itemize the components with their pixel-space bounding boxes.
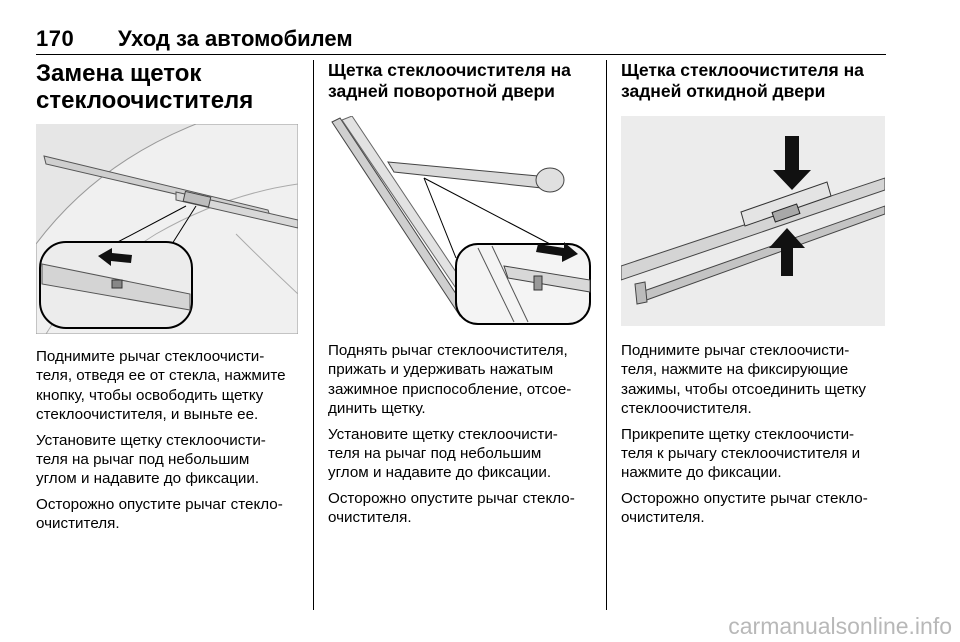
instruction-paragraph: Установите щетку стеклоочисти- теля на рычаг под небольшим углом и надавите до фиксации. <box>36 431 266 488</box>
rear-tailgate-wiper-illustration <box>621 116 885 326</box>
rear-swing-door-instructions <box>328 341 600 534</box>
page-header <box>36 26 886 55</box>
instruction-paragraph: Осторожно опустите рычаг стекло- очистителя. <box>328 489 575 527</box>
front-wiper-instructions <box>36 347 304 540</box>
instruction-paragraph: Поднять рычаг стеклоочистителя, прижать и удерживать нажатым зажимное приспособление, отсое- динить щетку. <box>328 342 572 418</box>
section-front-wiper <box>36 60 298 114</box>
rear-swing-door-wiper-illustration <box>328 116 592 326</box>
instruction-paragraph: Осторожно опустите рычаг стекло- очистителя. <box>36 495 283 533</box>
instruction-paragraph: Прикрепите щетку стеклоочисти- теля к рычагу стеклоочистителя и нажмите до фиксации. <box>621 425 861 482</box>
instruction-paragraph: Осторожно опустите рычаг стекло- очистителя. <box>621 489 868 527</box>
column-divider <box>606 60 607 610</box>
rear-tailgate-instructions <box>621 341 891 534</box>
section-title: Щетка стеклоочистителя на задней откидной двери <box>621 60 864 101</box>
section-rear-tailgate-wiper <box>621 60 885 102</box>
page-number: 170 <box>36 26 75 51</box>
instruction-paragraph: Поднимите рычаг стеклоочисти- теля, отведя ее от стекла, нажмите кнопку, чтобы освободить щетку стеклоочистителя, и выньте ее. <box>36 348 286 424</box>
section-title: Замена щеток стеклоочистителя <box>36 60 254 114</box>
running-title: Уход за автомобилем <box>118 26 353 51</box>
instruction-paragraph: Поднимите рычаг стеклоочисти- теля, нажмите на фиксирующие зажимы, чтобы отсоединить щетку стеклоочистителя. <box>621 342 866 418</box>
section-rear-swing-door-wiper <box>328 60 590 102</box>
column-divider <box>313 60 314 610</box>
watermark: carmanualsonline.info <box>728 613 952 639</box>
instruction-paragraph: Установите щетку стеклоочисти- теля на рычаг под небольшим углом и надавите до фиксации. <box>328 425 558 482</box>
front-wiper-illustration <box>36 124 298 334</box>
section-title: Щетка стеклоочистителя на задней поворотной двери <box>328 60 571 101</box>
